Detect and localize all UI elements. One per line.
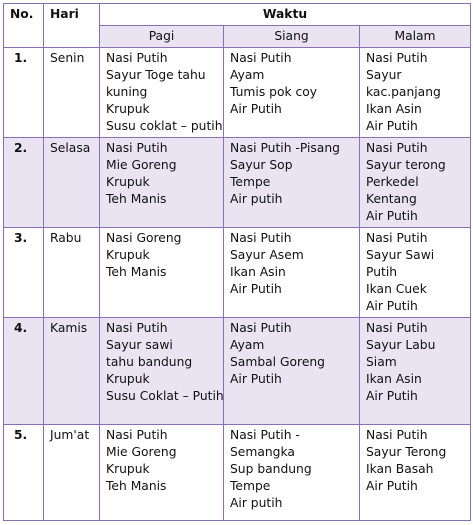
menu-item: Teh Manis (106, 479, 167, 493)
header-waktu: Waktu (100, 4, 471, 26)
cell-siang (224, 318, 360, 425)
table-body (4, 48, 471, 521)
menu-item: Air Putih (366, 209, 418, 223)
menu-item: Air Putih (230, 282, 282, 296)
menu-item: Susu Coklat – Putih (106, 389, 224, 403)
cell-hari: Jum'at (44, 425, 100, 521)
cell-pagi (100, 318, 224, 425)
menu-item: Krupuk (106, 372, 150, 386)
menu-item: Nasi Putih (106, 321, 168, 335)
cell-malam (360, 48, 471, 138)
menu-item: Air putih (230, 192, 283, 206)
menu-item: Teh Manis (106, 265, 167, 279)
header-malam: Malam (360, 26, 471, 48)
menu-item: Nasi Putih (366, 428, 428, 442)
menu-item: Air Putih (366, 479, 418, 493)
menu-item: Nasi Putih - (230, 428, 300, 442)
header-no: No. (4, 4, 44, 48)
cell-siang (224, 48, 360, 138)
menu-item: Tumis pok coy (230, 85, 318, 99)
menu-item: Nasi Putih (106, 51, 168, 65)
menu-item: Air Putih (230, 102, 282, 116)
menu-item: Sambal Goreng (230, 355, 325, 369)
menu-item: Air Putih (366, 119, 418, 133)
header-pagi: Pagi (100, 26, 224, 48)
menu-item: Kentang (366, 192, 417, 206)
menu-item: Air putih (230, 496, 283, 510)
menu-item: Semangka (230, 445, 295, 459)
menu-item: Sayur terong (366, 158, 446, 172)
menu-item: Tempe (230, 175, 271, 189)
menu-item: Sayur Asem (230, 248, 304, 262)
cell-pagi (100, 48, 224, 138)
cell-hari: Selasa (44, 138, 100, 228)
menu-item: Sayur Toge tahu (106, 68, 206, 82)
menu-item: Krupuk (106, 102, 150, 116)
header-hari: Hari (44, 4, 100, 48)
menu-item: Tempe (230, 479, 271, 493)
menu-item: Susu coklat – putih (106, 119, 223, 133)
menu-item: Sayur Terong (366, 445, 447, 459)
table-row (4, 425, 471, 521)
menu-item: Nasi Putih (366, 231, 428, 245)
menu-item: Krupuk (106, 175, 150, 189)
cell-malam (360, 138, 471, 228)
table-row (4, 138, 471, 228)
menu-item: Ikan Asin (366, 372, 422, 386)
menu-item: kuning (106, 85, 148, 99)
menu-item: tahu bandung (106, 355, 193, 369)
menu-item: Sayur Sop (230, 158, 293, 172)
table-row (4, 48, 471, 138)
menu-item: Putih (366, 265, 398, 279)
menu-item: Sup bandung (230, 462, 312, 476)
menu-item: Siam (366, 355, 397, 369)
menu-item: Nasi Putih (230, 231, 292, 245)
menu-item: Sayur Sawi (366, 248, 435, 262)
cell-pagi (100, 228, 224, 318)
menu-item: Nasi Putih (106, 141, 168, 155)
cell-siang (224, 425, 360, 521)
menu-item: Ayam (230, 68, 265, 82)
cell-malam (360, 425, 471, 521)
cell-no: 4. (4, 318, 44, 425)
menu-item: kac.panjang (366, 85, 441, 99)
menu-item: Krupuk (106, 462, 150, 476)
menu-item: Ikan Cuek (366, 282, 427, 296)
cell-malam (360, 318, 471, 425)
menu-item: Nasi Putih (106, 428, 168, 442)
menu-item: Teh Manis (106, 192, 167, 206)
table-row (4, 318, 471, 425)
menu-item: Krupuk (106, 248, 150, 262)
cell-no: 1. (4, 48, 44, 138)
cell-hari: Rabu (44, 228, 100, 318)
cell-no: 5. (4, 425, 44, 521)
menu-item: Sayur (366, 68, 402, 82)
cell-hari: Senin (44, 48, 100, 138)
cell-pagi (100, 425, 224, 521)
menu-item: Nasi Putih (366, 321, 428, 335)
table-row (4, 228, 471, 318)
cell-no: 3. (4, 228, 44, 318)
menu-item: Ikan Basah (366, 462, 434, 476)
cell-no: 2. (4, 138, 44, 228)
menu-table (3, 3, 471, 521)
menu-item: Sayur sawi (106, 338, 173, 352)
menu-item: Ikan Asin (230, 265, 286, 279)
menu-item: Nasi Putih (230, 51, 292, 65)
menu-item: Air Putih (230, 372, 282, 386)
menu-item: Sayur Labu (366, 338, 436, 352)
menu-item: Nasi Goreng (106, 231, 182, 245)
cell-malam (360, 228, 471, 318)
menu-item: Air Putih (366, 389, 418, 403)
cell-hari: Kamis (44, 318, 100, 425)
cell-siang (224, 138, 360, 228)
header-siang: Siang (224, 26, 360, 48)
menu-item: Nasi Putih (366, 141, 428, 155)
cell-siang (224, 228, 360, 318)
menu-item: Ikan Asin (366, 102, 422, 116)
menu-item: Air Putih (366, 299, 418, 313)
menu-item: Perkedel (366, 175, 419, 189)
menu-item: Mie Goreng (106, 445, 177, 459)
menu-item: Nasi Putih (366, 51, 428, 65)
menu-item: Nasi Putih (230, 321, 292, 335)
cell-pagi (100, 138, 224, 228)
menu-item: Mie Goreng (106, 158, 177, 172)
menu-item: Nasi Putih -Pisang (230, 141, 340, 155)
menu-item: Ayam (230, 338, 265, 352)
